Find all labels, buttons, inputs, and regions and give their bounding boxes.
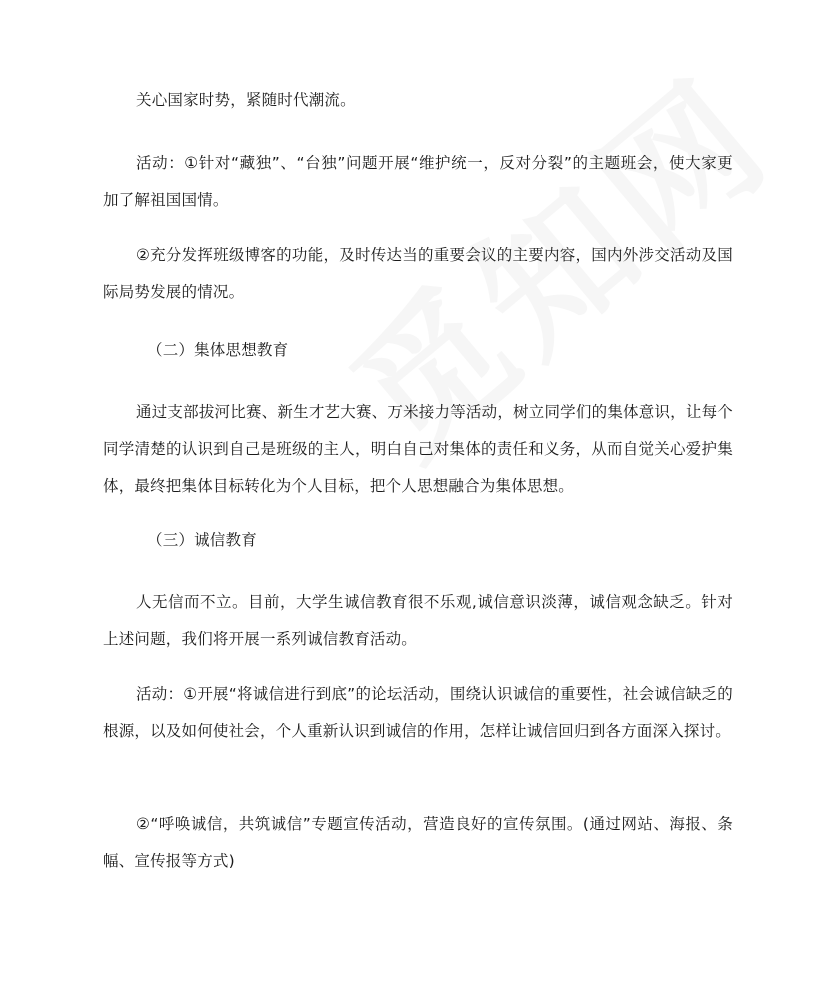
paragraph-class-blog: ②充分发挥班级博客的功能，及时传达当的重要会议的主要内容，国内外涉交活动及国际局势发展的情况。 xyxy=(103,246,733,301)
paragraph-integrity-intro: 人无信而不立。目前，大学生诚信教育很不乐观,诚信意识淡薄，诚信观念缺乏。针对上述问题，我们将开展一系列诚信教育活动。 xyxy=(103,593,733,648)
paragraph-activity-forum: 活动：①开展“将诚信进行到底”的论坛活动，围绕认识诚信的重要性，社会诚信缺乏的根源，以及如何使社会，个人重新认识到诚信的作用，怎样让诚信回归到各方面深入探讨。 xyxy=(103,685,733,740)
section-heading-integrity: （三）诚信教育 xyxy=(147,531,257,549)
paragraph-activity-unity: 活动：①针对“藏独”、“台独”问题开展“维护统一，反对分裂”的主题班会，使大家更加了解祖国国情。 xyxy=(103,154,733,209)
paragraph-activity-campaign: ②“呼唤诚信，共筑诚信”专题宣传活动，营造良好的宣传氛围。(通过网站、海报、条幅、宣传报等方式) xyxy=(103,815,733,870)
section-heading-collective: （二）集体思想教育 xyxy=(147,341,289,359)
paragraph-collective-activities: 通过支部拔河比赛、新生才艺大赛、万米接力等活动，树立同学们的集体意识，让每个同学清楚的认识到自己是班级的主人，明白自己对集体的责任和义务，从而自觉关心爱护集体，最终把集体目标转化为个人目标，把个人思想融合为集体思想。 xyxy=(103,403,733,495)
paragraph-current-affairs: 关心国家时势，紧随时代潮流。 xyxy=(136,91,356,109)
